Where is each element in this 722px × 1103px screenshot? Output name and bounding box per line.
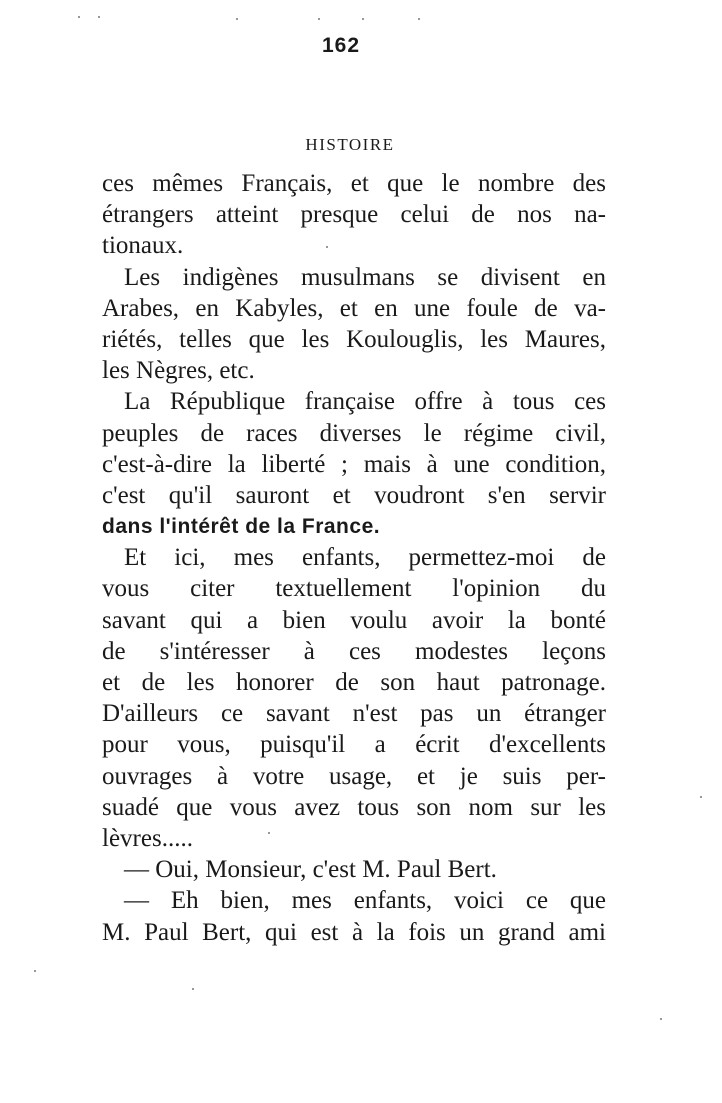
paper-speck (362, 18, 364, 20)
text-line: les Nègres, etc. (102, 357, 255, 385)
emphasized-text-line: dans l'intérêt de la France. (102, 515, 381, 539)
text-line: et de les honorer de son haut patronage. (102, 669, 606, 696)
paper-speck (418, 18, 420, 20)
running-head: HISTOIRE (305, 135, 395, 154)
paper-speck (326, 246, 328, 248)
paper-speck (700, 796, 702, 798)
text-line: de s'intéresser à ces modestes leçons (102, 637, 606, 665)
text-line: Arabes, en Kabyles, et en une foule de va- (102, 294, 606, 322)
text-line: étrangers atteint presque celui de nos na- (102, 201, 606, 229)
text-line: ouvrages à votre usage, et je suis per- (102, 762, 606, 790)
paper-speck (34, 970, 36, 972)
paper-speck (192, 988, 194, 990)
paper-speck (236, 18, 238, 20)
paper-speck (660, 1018, 662, 1020)
paper-speck (268, 832, 270, 834)
text-line: c'est qu'il sauront et voudront s'en servir (102, 481, 606, 509)
text-line: ces mêmes Français, et que le nombre des (102, 170, 606, 197)
text-line: Et ici, mes enfants, permettez-moi de (124, 544, 606, 572)
paper-speck (78, 16, 80, 18)
body-text (102, 168, 606, 948)
text-line: tionaux. (102, 232, 184, 260)
text-line: — Eh bien, mes enfants, voici ce que (124, 887, 606, 915)
text-line: lèvres..... (102, 824, 193, 852)
text-line: D'ailleurs ce savant n'est pas un étranger (102, 700, 606, 728)
text-line: suadé que vous avez tous son nom sur les (102, 793, 606, 821)
text-line: pour vous, puisqu'il a écrit d'excellents (102, 731, 606, 759)
text-line: riétés, telles que les Koulouglis, les Maures, (102, 325, 606, 353)
text-line: M. Paul Bert, qui est à la fois un grand ami (102, 918, 606, 946)
text-line: vous citer textuellement l'opinion du (102, 575, 606, 603)
text-line: — Oui, Monsieur, c'est M. Paul Bert. (124, 856, 497, 884)
text-line: peuples de races diverses le régime civil, (102, 419, 606, 447)
text-line: Les indigènes musulmans se divisent en (124, 263, 606, 291)
page-number: 162 (321, 34, 361, 57)
paper-speck (98, 16, 100, 18)
text-line: c'est-à-dire la liberté ; mais à une condition, (102, 450, 606, 478)
paper-speck (318, 18, 320, 20)
text-line: savant qui a bien voulu avoir la bonté (102, 606, 606, 634)
text-line: La République française offre à tous ces (124, 388, 606, 416)
